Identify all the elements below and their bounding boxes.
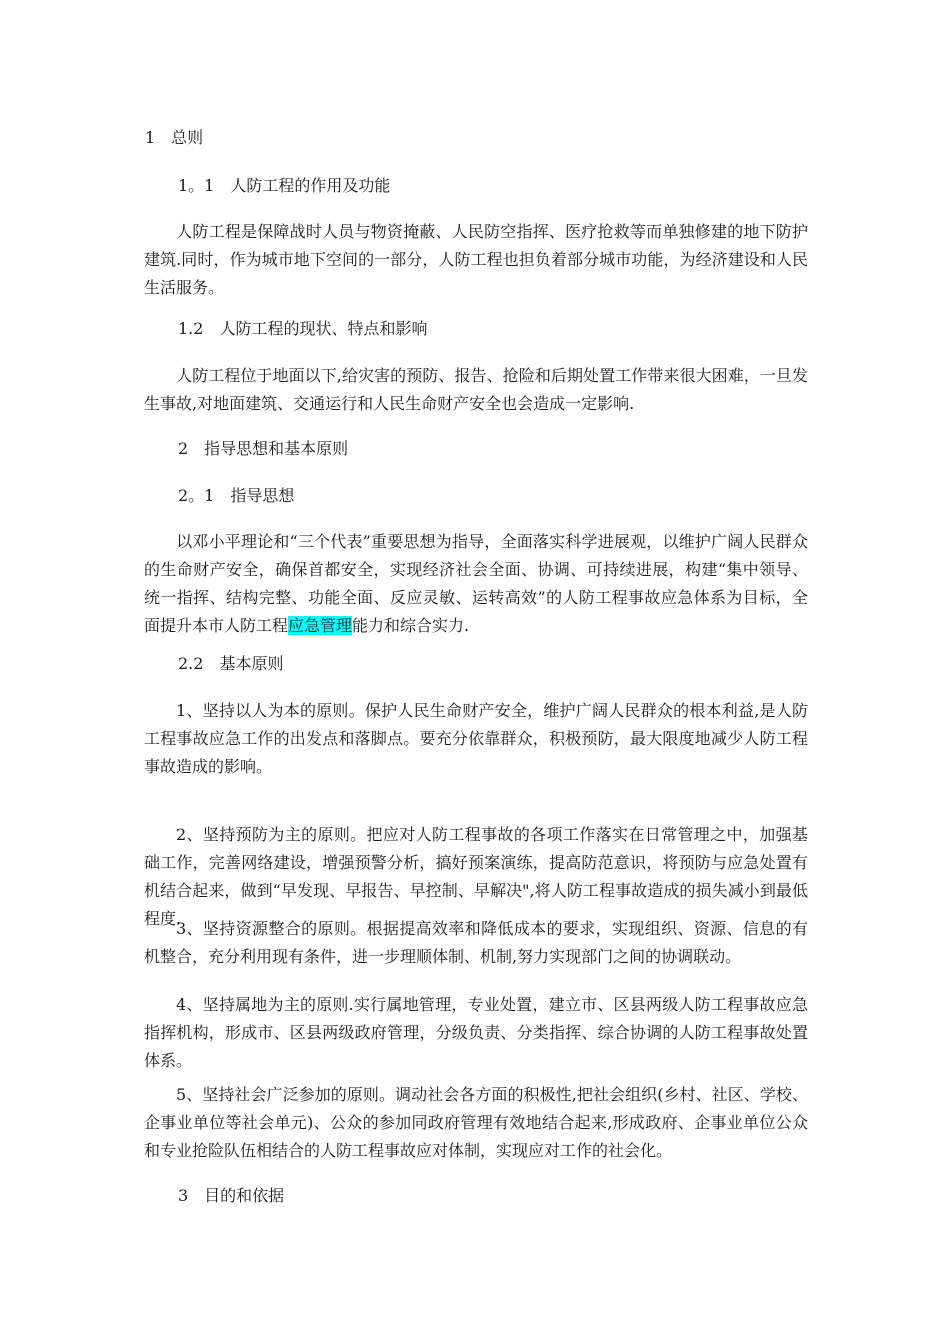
- paragraph-2-text: 人防工程位于地面以下,给灾害的预防、报告、抢险和后期处置工作带来很大困难，一旦发生事故,对地面建筑、交通运行和人民生命财产安全也会造成一定影响.: [144, 366, 808, 413]
- principle-4: [144, 991, 808, 1075]
- section-1-2-heading: 1.2 人防工程的现状、特点和影响: [178, 319, 428, 338]
- section-1-1-heading: 1。1 人防工程的作用及功能: [178, 176, 391, 195]
- paragraph-3-text-before: 以邓小平理论和“三个代表”重要思想为指导，全面落实科学进展观，以维护广阔人民群众的生命财产安全，确保首都安全，实现经济社会全面、协调、可持续进展，构建“集中领导、统一指挥、结构完整、功能全面、反应灵敏、运转高效”的人防工程事故应急体系为目标，全面提升本市人防工程: [144, 532, 808, 635]
- principle-3-text: 3、坚持资源整合的原则。根据提高效率和降低成本的要求，实现组织、资源、信息的有机整合，充分利用现有条件，进一步理顺体制、机制,努力实现部门之间的协调联动。: [144, 919, 808, 966]
- section-2-2-heading: 2.2 基本原则: [178, 654, 284, 673]
- principle-5-text: 5、坚持社会广泛参加的原则。调动社会各方面的积极性,把社会组织(乡村、社区、学校、企事业单位等社会单元)、公众的参加同政府管理有效地结合起来,形成政府、企事业单位公众和专业抢险队伍相结合的人防工程事故应对体制，实现应对工作的社会化。: [144, 1085, 808, 1160]
- paragraph-2: [144, 362, 808, 418]
- paragraph-1-text: 人防工程是保障战时人员与物资掩蔽、人民防空指挥、医疗抢救等而单独修建的地下防护建筑.同时，作为城市地下空间的一部分，人防工程也担负着部分城市功能，为经济建设和人民生活服务。: [144, 222, 808, 297]
- principle-1: [144, 697, 808, 781]
- paragraph-1: [144, 218, 808, 302]
- principle-3: [144, 915, 808, 971]
- section-2-heading: 2 指导思想和基本原则: [178, 439, 349, 458]
- paragraph-3-text-after: 能力和综合实力.: [352, 616, 470, 635]
- section-1-heading: 1 总则: [145, 128, 204, 147]
- section-2-1-heading: 2。1 指导思想: [178, 486, 295, 505]
- principle-2-text: 2、坚持预防为主的原则。把应对人防工程事故的各项工作落实在日常管理之中，加强基础工作，完善网络建设，增强预警分析，搞好预案演练，提高防范意识，将预防与应急处置有机结合起来，做到“早发现、早报告、早控制、早解决",将人防工程事故造成的损失减小到最低程度.: [144, 825, 808, 928]
- highlighted-term: 应急管理: [288, 616, 353, 635]
- paragraph-3: [144, 528, 808, 640]
- principle-5: [144, 1081, 808, 1165]
- principle-1-text: 1、坚持以人为本的原则。保护人民生命财产安全，维护广阔人民群众的根本利益,是人防工程事故应急工作的出发点和落脚点。要充分依靠群众，积极预防，最大限度地减少人防工程事故造成的影响。: [144, 701, 808, 776]
- section-3-heading: 3 目的和依据: [178, 1186, 285, 1205]
- principle-4-text: 4、坚持属地为主的原则.实行属地管理，专业处置，建立市、区县两级人防工程事故应急指挥机构，形成市、区县两级政府管理，分级负责、分类指挥、综合协调的人防工程事故处置体系。: [144, 995, 808, 1070]
